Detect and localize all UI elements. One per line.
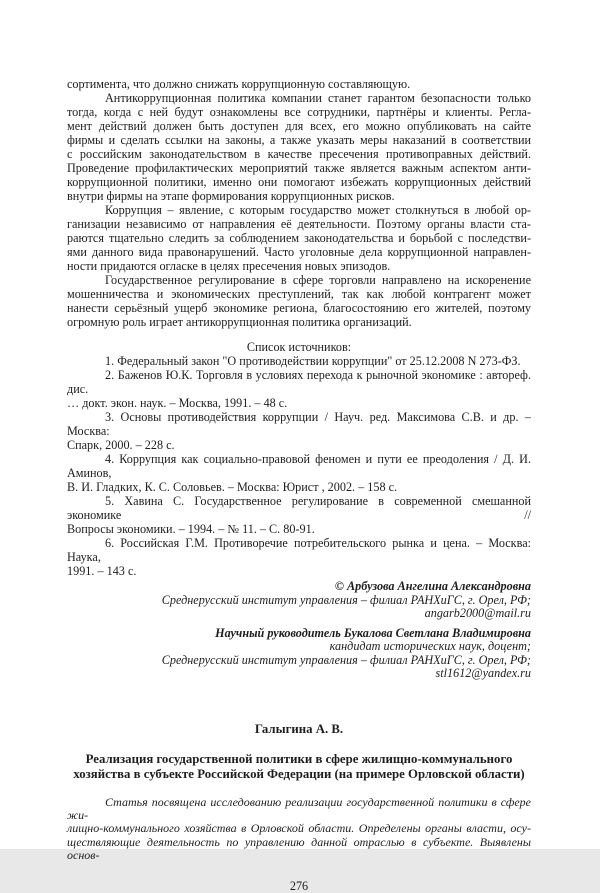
supervisor-affiliation: Среднерусский институт управления – филиал РАНХиГС, г. Орел, РФ; xyxy=(161,652,531,667)
reference-item xyxy=(67,494,531,536)
next-article-author: Галыгина А. В. xyxy=(254,721,344,736)
supervisor-credit-block xyxy=(67,627,531,681)
reference-item xyxy=(67,368,531,410)
article-body-text xyxy=(67,77,531,329)
page-content xyxy=(67,77,531,893)
reference-item xyxy=(67,452,531,494)
author-credit-block xyxy=(67,580,531,621)
next-article-title xyxy=(67,752,531,783)
reference-item xyxy=(67,354,531,368)
next-article-abstract xyxy=(67,796,531,863)
text-line: Коррупция – явление, с которым государство может столкнуться в любой ор- xyxy=(105,203,531,217)
text-line: с российским законодательством в качестве пресечения противоправных действий. xyxy=(67,147,531,161)
text-line: нанести серьёзный ущерб экономике региона, благосостоянию его жителей, поэтому xyxy=(67,301,531,315)
abstract-line: лищно-коммунального хозяйства в Орловской области. Определены органы власти, осу- xyxy=(67,821,531,836)
text-line: Спарк, 2000. – 228 с. xyxy=(67,438,175,452)
text-line: фирмы и сделать ссылки на законы, а также указать меры наказаний в соответствии xyxy=(67,133,531,147)
text-line: мошенничества и экономических преступлений, так как любой контрагент может xyxy=(67,287,531,301)
paragraph xyxy=(67,77,531,91)
text-line: 6. Российская Г.М. Противоречие потребительского рынка и цена. – Москва: Наука, xyxy=(67,536,531,564)
text-line: ями данного вида правонарушений. Часто уголовные дела коррупционной направлен- xyxy=(67,245,531,259)
text-line: раются тщательно следить за соблюдением законодательства и борьбой с последстви- xyxy=(67,231,531,245)
title-line: Реализация государственной политики в сфере жилищно-коммунального xyxy=(85,751,513,766)
author-copyright-line: © Арбузова Ангелина Александровна xyxy=(334,579,531,593)
supervisor-degree-line: кандидат исторических наук, доцент; xyxy=(329,639,531,653)
text-line: 3. Основы противодействия коррупции / Науч. ред. Максимова С.В. и др. – Москва: xyxy=(67,410,531,438)
text-line: коррупционной политики, именно они помогают избежать коррупционных действий xyxy=(67,175,531,189)
paragraph xyxy=(67,273,531,329)
author-affiliation: Среднерусский институт управления – филиал РАНХиГС, г. Орел, РФ; xyxy=(161,592,531,607)
text-line: внутри фирмы на этапе формирования коррупционных рисков. xyxy=(67,189,395,203)
paragraph xyxy=(67,203,531,273)
text-line: 5. Хавина С. Государственное регулирование в современной смешанной экономике // xyxy=(67,494,531,522)
text-line: ности придаются огласке в целях пресечения новых эпизодов. xyxy=(67,259,391,273)
sources-heading: Список источников: xyxy=(246,340,352,354)
paragraph xyxy=(67,91,531,203)
reference-item xyxy=(67,536,531,578)
title-line: хозяйства в субъекте Российской Федерации (на примере Орловской области) xyxy=(73,767,525,781)
supervisor-email: stl1612@yandex.ru xyxy=(435,666,531,680)
sources-list xyxy=(67,354,531,578)
supervisor-name-line: Научный руководитель Букалова Светлана Владимировна xyxy=(215,625,531,640)
page-number: 276 xyxy=(289,878,309,893)
text-line: … докт. экон. наук. – Москва, 1991. – 48 с. xyxy=(67,396,288,410)
text-line: Антикоррупционная политика компании станет гарантом безопасности только xyxy=(105,91,531,105)
text-line: 2. Баженов Ю.К. Торговля в условиях перехода к рыночной экономике : автореф. дис. xyxy=(67,368,531,396)
text-line: Проведение профилактических мероприятий также является важным аспектом анти- xyxy=(67,161,531,175)
text-line: 4. Коррупция как социально-правовой феномен и пути ее преодоления / Д. И. Аминов, xyxy=(67,452,531,480)
text-line: 1991. – 143 с. xyxy=(67,564,137,578)
text-line: сортимента, что должно снижать коррупционную составляющую. xyxy=(67,77,411,91)
text-line: В. И. Гладких, К. С. Соловьев. – Москва: Юрист , 2002. – 158 с. xyxy=(67,480,398,494)
text-line: огромную роль играет антикоррупционная политика организаций. xyxy=(67,315,412,329)
text-line: Государственное регулирование в сфере торговли направлено на искоренение xyxy=(105,273,531,287)
abstract-line: Статья посвящена исследованию реализации государственной политики в сфере жи- xyxy=(67,794,531,822)
text-line: ганизации независимо от направления её деятельности. Поэтому органы власти ста- xyxy=(67,217,531,231)
reference-item xyxy=(67,410,531,452)
abstract-line: ществляющие деятельность по управлению данной отраслью в субъекте. Выявлены основ- xyxy=(67,834,531,863)
text-line: тогда, когда с ней будут ознакомлены все сотрудники, партнёры и клиенты. Регла- xyxy=(67,105,531,119)
text-line: Вопросы экономики. – 1994. – № 11. – С. 80-91. xyxy=(67,522,315,536)
author-email: angarb2000@mail.ru xyxy=(424,606,531,620)
text-line: 1. Федеральный закон "О противодействии коррупции" от 25.12.2008 N 273-ФЗ. xyxy=(105,354,521,368)
text-line: мент действий должен быть доступен для всех, его можно опубликовать на сайте xyxy=(67,119,531,133)
